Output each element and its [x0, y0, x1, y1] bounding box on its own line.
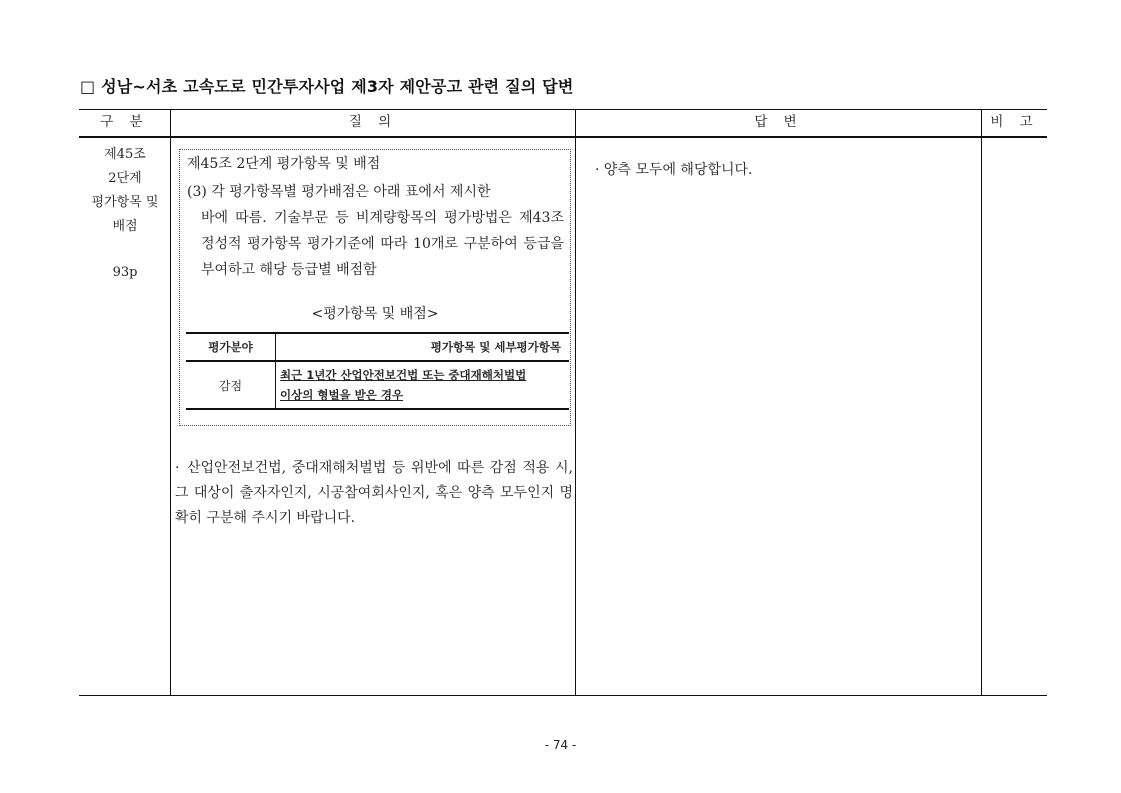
table-cell-line: 최근 1년간 산업안전보건법 또는 중대재해처벌법: [280, 368, 527, 382]
header-remarks: 비 고: [990, 114, 1039, 130]
column-divider: [981, 109, 982, 696]
quoted-clause-box: [179, 149, 571, 426]
question-bullet: ·: [175, 460, 180, 476]
category-line: 평가항목 및: [91, 195, 159, 210]
category-line: 제45조: [104, 147, 146, 162]
question-text: [175, 456, 573, 531]
header-answer: 답 변: [754, 114, 803, 130]
table-cell-items: [276, 361, 570, 409]
table-header-items: 평가항목 및 세부평가항목: [276, 333, 570, 361]
category-line: 2단계: [108, 171, 142, 186]
clause-paragraph-rest: 바에 따름. 기술부문 등 비계량항목의 평가방법은 제43조 정성적 평가항목 평가기준에 따라 10개로 구분하여 등급을 부여하고 해당 등급별 배점함: [201, 210, 564, 278]
table-header-row: [186, 333, 569, 361]
header-question: 질 의: [348, 114, 398, 130]
table-cell-field: 감점: [186, 361, 276, 409]
clause-paragraph-first: (3) 각 평가항목별 평가배점은 아래 표에서 제시한: [187, 184, 491, 200]
column-divider: [575, 109, 576, 696]
qa-table: [79, 109, 1047, 696]
page-reference: 93p: [112, 265, 138, 280]
table-caption: <평가항목 및 배점>: [311, 306, 439, 322]
clause-heading: 제45조 2단계 평가항목 및 배점: [187, 156, 381, 172]
table-bottom-border: [79, 695, 1047, 696]
question-body: 산업안전보건법, 중대재해처벌법 등 위반에 따른 감점 적용 시, 그 대상이 출자자인지, 시공참여회사인지, 혹은 양측 모두인지 명확히 구분해 주시기 바랍니다.: [175, 460, 573, 526]
header-category: 구 분: [100, 114, 149, 130]
category-cell: [79, 143, 171, 285]
scoring-table: [186, 332, 569, 410]
table-header-field: 평가분야: [186, 333, 276, 361]
table-row: [186, 361, 569, 409]
header-bottom-border: [79, 136, 1047, 138]
answer-text: · 양측 모두에 해당합니다.: [595, 162, 753, 178]
page-number: - 74 -: [544, 738, 577, 752]
table-cell-line: 이상의 형벌을 받은 경우: [280, 388, 404, 402]
category-line: 배점: [112, 219, 138, 234]
page-title: □ 성남~서초 고속도로 민간투자사업 제3자 제안공고 관련 질의 답변: [80, 77, 574, 96]
clause-paragraph: [187, 179, 564, 283]
